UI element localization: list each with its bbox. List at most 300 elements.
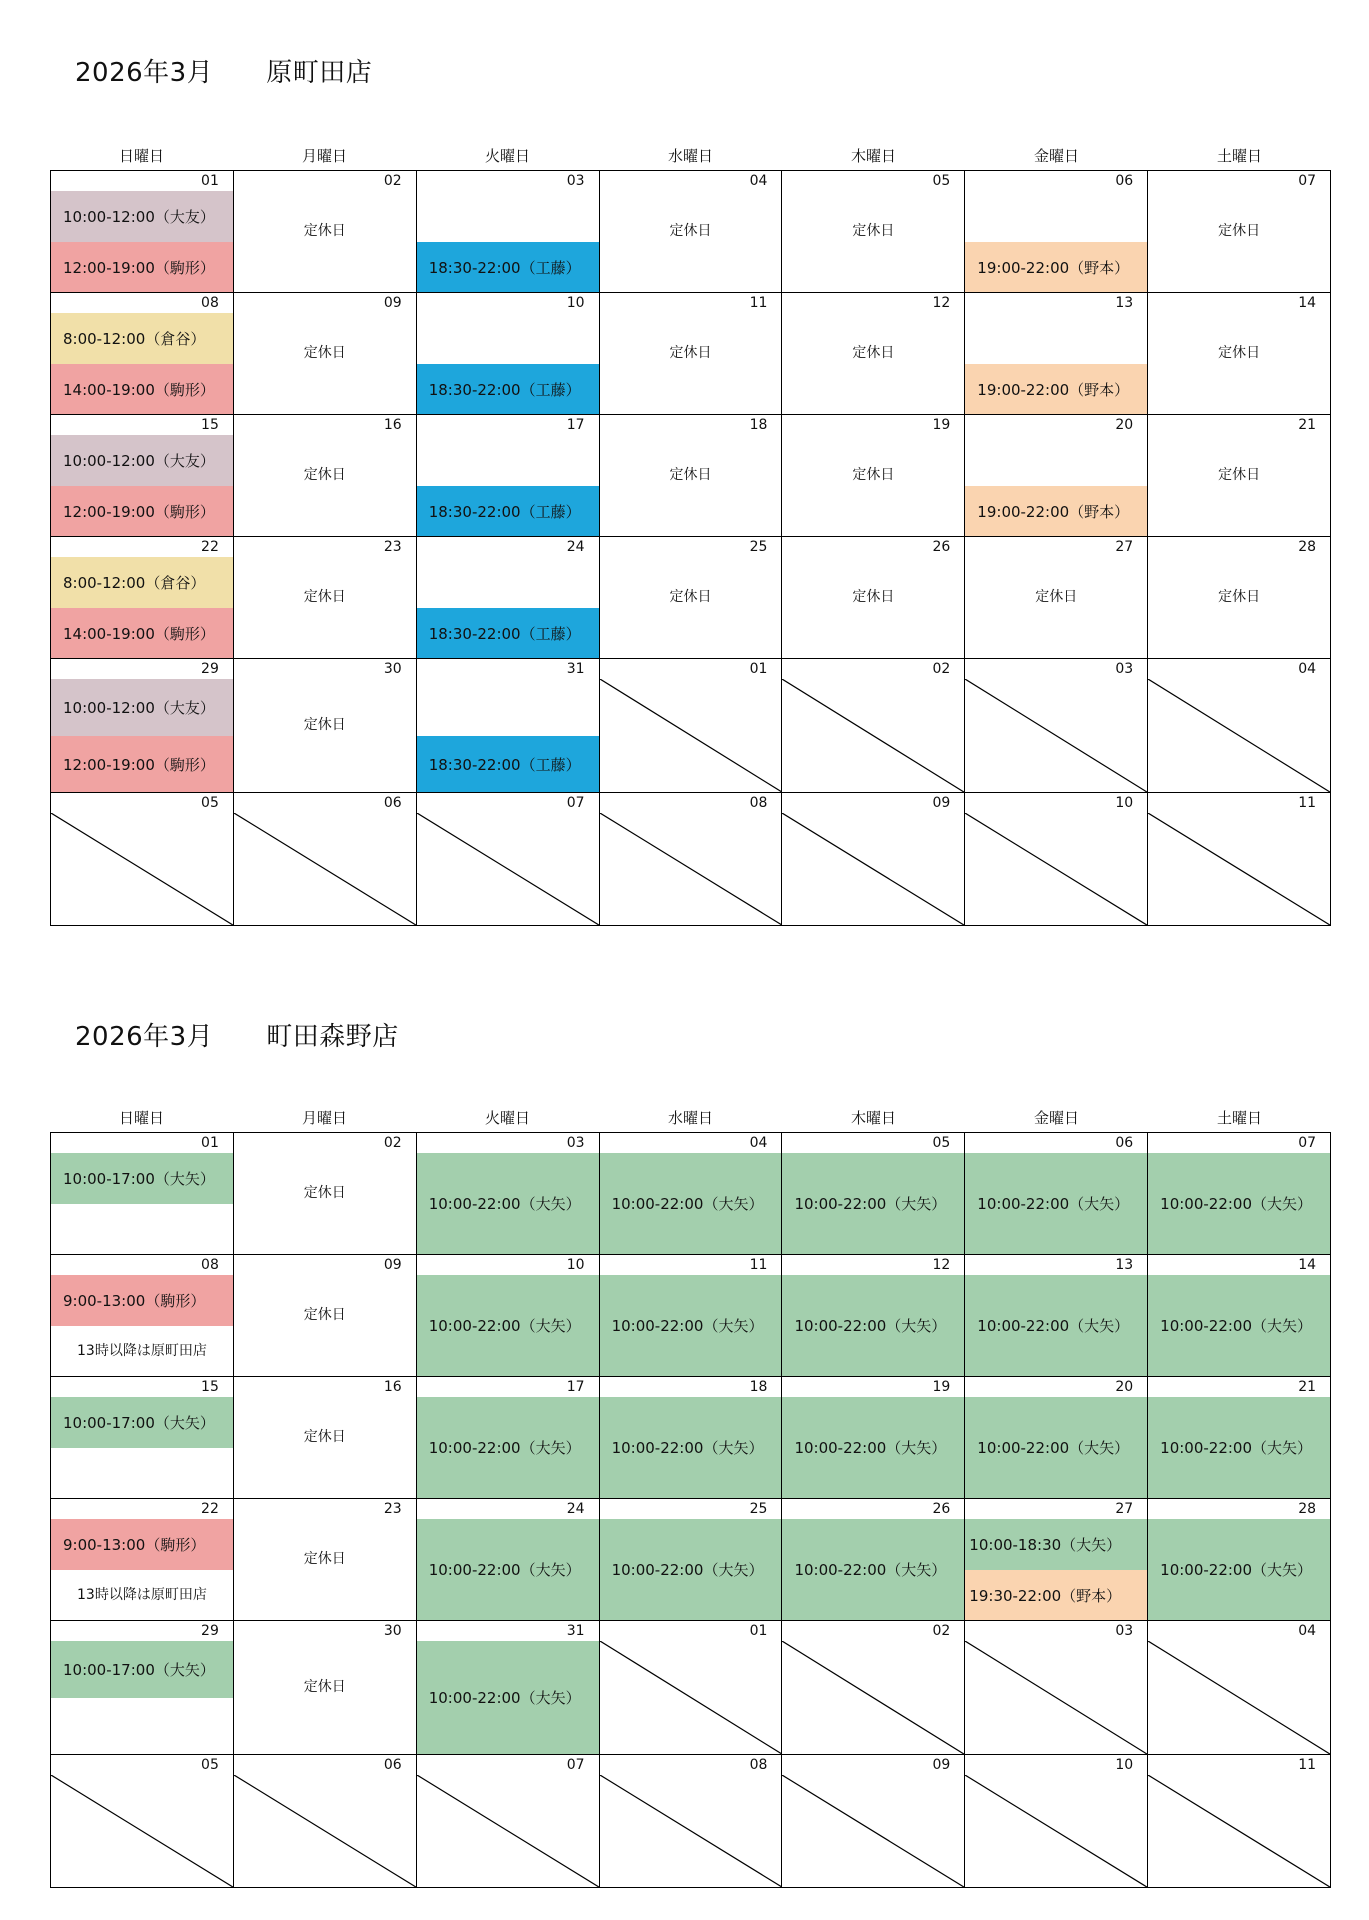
shift-block[interactable]: 10:00-22:00（大矢） — [1148, 1519, 1330, 1620]
closed-day-label: 定休日 — [303, 467, 346, 483]
day-number: 09 — [383, 1257, 402, 1273]
day-cell[interactable] — [782, 537, 965, 659]
closed-day-label: 定休日 — [1218, 345, 1261, 361]
day-cell[interactable] — [1148, 415, 1331, 537]
day-number: 07 — [566, 1757, 585, 1773]
shift-block[interactable]: 19:00-22:00（野本） — [965, 242, 1147, 292]
weekday-friday: 金曜日 — [1033, 147, 1079, 165]
shift-block[interactable]: 18:30-22:00（工藤） — [417, 486, 599, 536]
day-number: 17 — [566, 417, 585, 433]
day-number: 22 — [201, 1501, 219, 1517]
day-number: 18 — [749, 1379, 768, 1395]
day-number: 22 — [201, 539, 219, 555]
day-cell[interactable] — [782, 1133, 965, 1255]
day-cell[interactable] — [600, 415, 783, 537]
day-number: 28 — [1298, 539, 1317, 555]
slash-line — [1148, 1641, 1330, 1754]
day-cell[interactable] — [417, 1377, 600, 1499]
shift-note: 13時以降は原町田店 — [77, 1587, 207, 1603]
shift-block[interactable]: 10:00-22:00（大矢） — [600, 1519, 782, 1620]
day-number: 05 — [932, 173, 951, 189]
day-cell[interactable] — [417, 1499, 600, 1621]
closed-day-label: 定休日 — [303, 345, 346, 361]
day-cell[interactable] — [1148, 1133, 1331, 1255]
slash-line — [417, 1775, 599, 1887]
shift-block[interactable]: 18:30-22:00（工藤） — [417, 736, 599, 792]
shift-block[interactable]: 10:00-22:00（大矢） — [1148, 1275, 1330, 1376]
day-cell[interactable] — [600, 293, 783, 415]
day-cell[interactable] — [1148, 1499, 1331, 1621]
day-cell[interactable] — [965, 1499, 1148, 1621]
calendar-week-row — [51, 1377, 1331, 1499]
closed-day-label: 定休日 — [669, 345, 712, 361]
day-number: 05 — [201, 1757, 219, 1773]
day-cell[interactable] — [1148, 293, 1331, 415]
calendar-week-row — [51, 415, 1331, 537]
day-number: 20 — [1115, 417, 1134, 433]
day-cell — [782, 793, 965, 926]
day-cell — [600, 1621, 783, 1755]
shift-block[interactable]: 19:30-22:00（野本） — [965, 1570, 1147, 1620]
day-cell[interactable] — [782, 1499, 965, 1621]
day-number: 11 — [749, 1257, 768, 1273]
day-number: 08 — [201, 1257, 219, 1273]
day-cell[interactable] — [417, 1133, 600, 1255]
shift-note: 13時以降は原町田店 — [77, 1343, 207, 1359]
day-cell[interactable] — [600, 171, 783, 293]
day-cell[interactable] — [417, 1255, 600, 1377]
shift-block[interactable]: 9:00-13:00（駒形） — [51, 1275, 233, 1326]
day-number: 10 — [566, 295, 585, 311]
weekday-sunday: 日曜日 — [118, 1109, 164, 1127]
slash-line — [234, 1775, 416, 1887]
slash-line — [965, 813, 1147, 925]
day-cell[interactable] — [600, 1499, 783, 1621]
closed-day-label: 定休日 — [1035, 589, 1078, 605]
day-cell — [600, 659, 783, 793]
shift-block[interactable]: 10:00-22:00（大矢） — [417, 1275, 599, 1376]
day-cell[interactable] — [965, 537, 1148, 659]
day-cell — [417, 793, 600, 926]
day-cell[interactable] — [782, 1377, 965, 1499]
day-number: 25 — [749, 1501, 768, 1517]
day-number: 12 — [932, 1257, 951, 1273]
day-number: 07 — [1298, 1135, 1317, 1151]
day-cell[interactable] — [417, 659, 600, 793]
slash-line — [51, 813, 233, 925]
day-number: 02 — [932, 1623, 951, 1639]
empty-day-slash — [782, 1775, 964, 1887]
empty-day-slash — [234, 813, 416, 925]
day-number: 16 — [383, 1379, 402, 1395]
closed-day-label: 定休日 — [852, 345, 895, 361]
empty-day-slash — [782, 1641, 964, 1754]
day-number: 14 — [1298, 295, 1317, 311]
day-number: 04 — [1298, 1623, 1317, 1639]
calendar-grid — [50, 1132, 1331, 1888]
closed-day-label: 定休日 — [669, 589, 712, 605]
day-number: 04 — [749, 1135, 768, 1151]
slash-line — [600, 1775, 782, 1887]
day-cell[interactable] — [51, 537, 234, 659]
day-cell[interactable] — [51, 1621, 234, 1755]
closed-day-label: 定休日 — [303, 1551, 346, 1567]
day-cell — [782, 1621, 965, 1755]
calendar-week-row — [51, 1133, 1331, 1255]
closed-day-label: 定休日 — [303, 1429, 346, 1445]
shift-block[interactable]: 12:00-19:00（駒形） — [51, 486, 233, 536]
day-number: 11 — [1298, 795, 1317, 811]
day-cell[interactable] — [782, 171, 965, 293]
day-number: 08 — [201, 295, 219, 311]
closed-day-label: 定休日 — [669, 223, 712, 239]
day-cell[interactable] — [234, 537, 417, 659]
weekday-tuesday: 火曜日 — [484, 147, 530, 165]
calendar-week-row — [51, 171, 1331, 293]
day-cell[interactable] — [51, 659, 234, 793]
shift-block[interactable]: 10:00-22:00（大矢） — [1148, 1153, 1330, 1254]
closed-day-label: 定休日 — [852, 223, 895, 239]
empty-day-slash — [600, 679, 782, 792]
day-cell[interactable] — [600, 537, 783, 659]
slash-line — [234, 813, 416, 925]
day-number: 27 — [1115, 1501, 1134, 1517]
day-cell[interactable] — [782, 415, 965, 537]
empty-day-slash — [51, 1775, 233, 1887]
day-number: 21 — [1298, 1379, 1317, 1395]
day-number: 12 — [932, 295, 951, 311]
day-cell[interactable] — [965, 293, 1148, 415]
slash-line — [600, 813, 782, 925]
empty-day-slash — [1148, 679, 1330, 792]
weekday-sunday: 日曜日 — [118, 147, 164, 165]
day-number: 27 — [1115, 539, 1134, 555]
weekday-monday: 月曜日 — [301, 147, 347, 165]
day-cell[interactable] — [965, 415, 1148, 537]
day-number: 11 — [1298, 1757, 1317, 1773]
empty-day-slash — [965, 1641, 1147, 1754]
shift-block[interactable]: 10:00-17:00（大矢） — [51, 1153, 233, 1204]
day-cell[interactable] — [417, 415, 600, 537]
weekday-header — [50, 146, 1331, 166]
weekday-friday: 金曜日 — [1033, 1109, 1079, 1127]
day-number: 28 — [1298, 1501, 1317, 1517]
day-cell[interactable] — [51, 415, 234, 537]
day-number: 03 — [1115, 1623, 1134, 1639]
shift-block[interactable]: 10:00-22:00（大矢） — [1148, 1397, 1330, 1498]
calendar-week-row — [51, 659, 1331, 793]
day-number: 01 — [201, 1135, 219, 1151]
day-cell[interactable] — [417, 1621, 600, 1755]
day-cell[interactable] — [51, 1133, 234, 1255]
shift-block[interactable]: 10:00-22:00（大矢） — [965, 1153, 1147, 1254]
shift-block[interactable]: 10:00-22:00（大矢） — [965, 1397, 1147, 1498]
slash-line — [1148, 679, 1330, 792]
day-cell[interactable] — [234, 1499, 417, 1621]
day-number: 06 — [1115, 173, 1134, 189]
day-number: 20 — [1115, 1379, 1134, 1395]
day-number: 08 — [749, 1757, 768, 1773]
day-number: 29 — [201, 1623, 219, 1639]
day-cell — [234, 1755, 417, 1888]
day-number: 23 — [383, 539, 402, 555]
day-number: 31 — [566, 1623, 585, 1639]
shift-block[interactable]: 10:00-22:00（大矢） — [600, 1153, 782, 1254]
shift-block[interactable]: 10:00-18:30（大矢） — [965, 1519, 1147, 1570]
day-cell — [965, 1621, 1148, 1755]
slash-line — [965, 1641, 1147, 1754]
shift-block[interactable]: 10:00-22:00（大矢） — [600, 1397, 782, 1498]
closed-day-label: 定休日 — [303, 589, 346, 605]
day-number: 09 — [932, 1757, 951, 1773]
weekday-thursday: 木曜日 — [850, 147, 896, 165]
day-cell[interactable] — [965, 1133, 1148, 1255]
closed-day-label: 定休日 — [303, 1307, 346, 1323]
shift-block[interactable]: 10:00-22:00（大矢） — [965, 1275, 1147, 1376]
day-cell — [1148, 659, 1331, 793]
day-cell — [1148, 1621, 1331, 1755]
calendar-week-row — [51, 793, 1331, 926]
day-cell[interactable] — [1148, 171, 1331, 293]
store-title: 2026年3月 町田森野店 — [75, 1022, 399, 1052]
weekday-header — [50, 1108, 1331, 1128]
day-cell[interactable] — [417, 171, 600, 293]
day-number: 09 — [383, 295, 402, 311]
shift-block[interactable]: 10:00-12:00（大友） — [51, 679, 233, 736]
calendar-week-row — [51, 293, 1331, 415]
day-number: 03 — [566, 173, 585, 189]
day-cell — [965, 1755, 1148, 1888]
day-cell — [1148, 1755, 1331, 1888]
day-number: 18 — [749, 417, 768, 433]
shift-block[interactable]: 10:00-22:00（大矢） — [782, 1519, 964, 1620]
slash-line — [782, 679, 964, 792]
slash-line — [782, 813, 964, 925]
empty-day-slash — [965, 813, 1147, 925]
day-number: 14 — [1298, 1257, 1317, 1273]
day-cell[interactable] — [234, 1621, 417, 1755]
day-cell — [782, 659, 965, 793]
day-cell[interactable] — [965, 171, 1148, 293]
shift-block[interactable]: 10:00-12:00（大友） — [51, 435, 233, 486]
day-cell — [965, 659, 1148, 793]
closed-day-label: 定休日 — [852, 467, 895, 483]
day-number: 10 — [566, 1257, 585, 1273]
slash-line — [417, 813, 599, 925]
store-title: 2026年3月 原町田店 — [75, 58, 373, 88]
shift-block[interactable]: 14:00-19:00（駒形） — [51, 364, 233, 414]
weekday-monday: 月曜日 — [301, 1109, 347, 1127]
day-cell[interactable] — [234, 1133, 417, 1255]
closed-day-label: 定休日 — [1218, 223, 1261, 239]
day-number: 05 — [932, 1135, 951, 1151]
empty-day-slash — [782, 679, 964, 792]
day-number: 06 — [383, 1757, 402, 1773]
shift-block[interactable]: 9:00-13:00（駒形） — [51, 1519, 233, 1570]
empty-day-slash — [417, 813, 599, 925]
day-number: 07 — [1298, 173, 1317, 189]
slash-line — [1148, 813, 1330, 925]
day-number: 21 — [1298, 417, 1317, 433]
day-cell[interactable] — [234, 293, 417, 415]
day-number: 04 — [1298, 661, 1317, 677]
day-cell[interactable] — [600, 1255, 783, 1377]
calendar-week-row — [51, 537, 1331, 659]
day-cell[interactable] — [1148, 1377, 1331, 1499]
slash-line — [1148, 1775, 1330, 1887]
day-number: 01 — [749, 1623, 768, 1639]
shift-block[interactable]: 10:00-22:00（大矢） — [782, 1275, 964, 1376]
day-number: 31 — [566, 661, 585, 677]
day-number: 02 — [383, 173, 402, 189]
slash-line — [782, 1775, 964, 1887]
day-number: 06 — [1115, 1135, 1134, 1151]
shift-block[interactable]: 10:00-17:00（大矢） — [51, 1397, 233, 1448]
day-number: 13 — [1115, 295, 1134, 311]
shift-block[interactable]: 10:00-22:00（大矢） — [600, 1275, 782, 1376]
slash-line — [965, 1775, 1147, 1887]
calendar-week-row — [51, 1621, 1331, 1755]
shift-block[interactable]: 10:00-22:00（大矢） — [417, 1397, 599, 1498]
empty-day-slash — [1148, 1775, 1330, 1887]
empty-day-slash — [965, 1775, 1147, 1887]
day-number: 01 — [749, 661, 768, 677]
shift-block[interactable]: 18:30-22:00（工藤） — [417, 608, 599, 658]
shift-block[interactable]: 18:30-22:00（工藤） — [417, 242, 599, 292]
empty-day-slash — [600, 813, 782, 925]
day-number: 02 — [932, 661, 951, 677]
closed-day-label: 定休日 — [303, 223, 346, 239]
empty-day-slash — [51, 813, 233, 925]
day-cell[interactable] — [782, 1255, 965, 1377]
empty-day-slash — [965, 679, 1147, 792]
day-cell[interactable] — [51, 1377, 234, 1499]
day-cell[interactable] — [234, 415, 417, 537]
calendar-week-row — [51, 1499, 1331, 1621]
day-number: 30 — [383, 1623, 402, 1639]
empty-day-slash — [600, 1641, 782, 1754]
day-cell[interactable] — [234, 1255, 417, 1377]
day-cell[interactable] — [51, 293, 234, 415]
closed-day-label: 定休日 — [303, 717, 346, 733]
day-cell — [600, 793, 783, 926]
day-number: 23 — [383, 1501, 402, 1517]
day-cell[interactable] — [51, 171, 234, 293]
shift-block[interactable]: 10:00-22:00（大矢） — [782, 1153, 964, 1254]
calendar-week-row — [51, 1755, 1331, 1888]
day-number: 09 — [932, 795, 951, 811]
shift-block[interactable]: 12:00-19:00（駒形） — [51, 242, 233, 292]
day-cell[interactable] — [234, 659, 417, 793]
day-number: 03 — [566, 1135, 585, 1151]
shift-block[interactable]: 12:00-19:00（駒形） — [51, 736, 233, 792]
shift-block[interactable]: 10:00-12:00（大友） — [51, 191, 233, 242]
day-cell[interactable] — [965, 1377, 1148, 1499]
slash-line — [965, 679, 1147, 792]
day-cell — [965, 793, 1148, 926]
day-number: 16 — [383, 417, 402, 433]
shift-block[interactable]: 18:30-22:00（工藤） — [417, 364, 599, 414]
empty-day-slash — [417, 1775, 599, 1887]
day-number: 25 — [749, 539, 768, 555]
weekday-saturday: 土曜日 — [1216, 147, 1262, 165]
day-cell[interactable] — [1148, 537, 1331, 659]
day-number: 10 — [1115, 795, 1134, 811]
day-cell — [234, 793, 417, 926]
shift-block[interactable]: 14:00-19:00（駒形） — [51, 608, 233, 658]
day-number: 19 — [932, 1379, 951, 1395]
closed-day-label: 定休日 — [303, 1185, 346, 1201]
day-cell[interactable] — [417, 537, 600, 659]
empty-day-slash — [234, 1775, 416, 1887]
day-cell — [1148, 793, 1331, 926]
day-cell[interactable] — [234, 1377, 417, 1499]
weekday-tuesday: 火曜日 — [484, 1109, 530, 1127]
day-cell[interactable] — [782, 293, 965, 415]
day-cell[interactable] — [600, 1133, 783, 1255]
day-number: 26 — [932, 539, 951, 555]
day-number: 19 — [932, 417, 951, 433]
day-cell — [417, 1755, 600, 1888]
slash-line — [600, 679, 782, 792]
shift-block[interactable]: 10:00-17:00（大矢） — [51, 1641, 233, 1698]
day-number: 13 — [1115, 1257, 1134, 1273]
day-number: 15 — [201, 417, 219, 433]
day-cell[interactable] — [600, 1377, 783, 1499]
shift-block[interactable]: 10:00-22:00（大矢） — [417, 1641, 599, 1754]
day-cell[interactable] — [51, 1499, 234, 1621]
day-cell — [51, 793, 234, 926]
day-number: 26 — [932, 1501, 951, 1517]
weekday-saturday: 土曜日 — [1216, 1109, 1262, 1127]
day-number: 08 — [749, 795, 768, 811]
shift-block[interactable]: 10:00-22:00（大矢） — [417, 1153, 599, 1254]
day-number: 04 — [749, 173, 768, 189]
shift-block[interactable]: 8:00-12:00（倉谷） — [51, 557, 233, 608]
shift-block[interactable]: 19:00-22:00（野本） — [965, 364, 1147, 414]
day-number: 05 — [201, 795, 219, 811]
day-cell — [600, 1755, 783, 1888]
day-number: 24 — [566, 1501, 585, 1517]
slash-line — [600, 1641, 782, 1754]
shift-block[interactable]: 10:00-22:00（大矢） — [417, 1519, 599, 1620]
day-number: 29 — [201, 661, 219, 677]
day-cell[interactable] — [965, 1255, 1148, 1377]
day-cell[interactable] — [234, 171, 417, 293]
closed-day-label: 定休日 — [852, 589, 895, 605]
day-cell[interactable] — [51, 1255, 234, 1377]
closed-day-label: 定休日 — [1218, 467, 1261, 483]
day-number: 07 — [566, 795, 585, 811]
shift-block[interactable]: 19:00-22:00（野本） — [965, 486, 1147, 536]
weekday-wednesday: 水曜日 — [667, 147, 713, 165]
empty-day-slash — [782, 813, 964, 925]
day-number: 17 — [566, 1379, 585, 1395]
day-number: 24 — [566, 539, 585, 555]
shift-block[interactable]: 10:00-22:00（大矢） — [782, 1397, 964, 1498]
closed-day-label: 定休日 — [1218, 589, 1261, 605]
day-cell[interactable] — [1148, 1255, 1331, 1377]
closed-day-label: 定休日 — [669, 467, 712, 483]
day-number: 30 — [383, 661, 402, 677]
closed-day-label: 定休日 — [303, 1679, 346, 1695]
day-cell[interactable] — [417, 293, 600, 415]
weekday-wednesday: 水曜日 — [667, 1109, 713, 1127]
slash-line — [51, 1775, 233, 1887]
empty-day-slash — [1148, 1641, 1330, 1754]
day-number: 10 — [1115, 1757, 1134, 1773]
shift-block[interactable]: 8:00-12:00（倉谷） — [51, 313, 233, 364]
